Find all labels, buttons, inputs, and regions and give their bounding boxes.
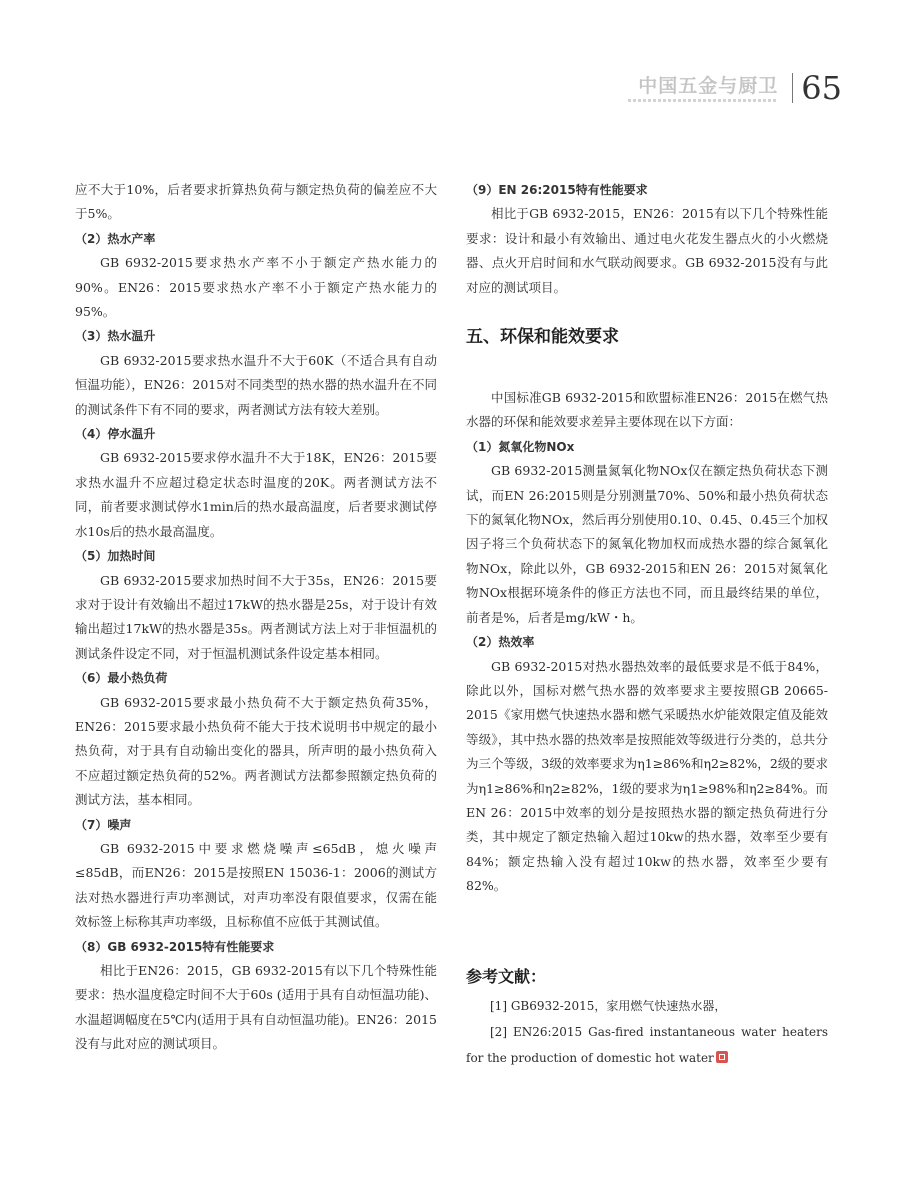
reference-item: [1] GB6932-2015，家用燃气快速热水器，	[490, 998, 727, 1013]
paragraph-stop-water-temp-rise: GB 6932-2015要求停水温升不大于18K，EN26：2015要求热水温升不应超过稳定状态时温度的20K。两者测试方法不同，前者要求测试停水1min后的热水最高温度，后者要求测试停水10s后的热水最高温度。	[75, 450, 437, 539]
paragraph-section-intro: 中国标准GB 6932-2015和欧盟标准EN26：2015在燃气热水器的环保和能效要求差异主要体现在以下方面：	[466, 390, 828, 430]
section-heading-environment-efficiency: 五、环保和能效要求	[466, 327, 619, 348]
subheading-nox: （1）氮氧化物NOx	[466, 439, 575, 454]
paragraph-gb-specific: 相比于EN26：2015，GB 6932-2015有以下几个特殊性能要求：热水温度稳定时间不大于60s (适用于具有自动恒温功能)、水温超调幅度在5℃内(适用于具有自动恒温功能)。EN26：2015没有与此对应的测试项目。	[75, 963, 437, 1052]
subheading-en-specific: （9）EN 26:2015特有性能要求	[466, 183, 648, 197]
logo-subline	[628, 99, 778, 102]
subheading-min-heat-load: （6）最小热负荷	[75, 671, 168, 686]
paragraph-en-specific: 相比于GB 6932-2015，EN26：2015有以下几个特殊性能要求：设计和最小有效输出、通过电火花发生器点火的小火燃烧器、点火开启时间和水气联动阀要求。GB 6932-2015没有与此对应的测试项目。	[466, 206, 828, 295]
article-end-icon	[716, 1051, 728, 1063]
references-heading: 参考文献：	[466, 966, 547, 986]
right-column	[466, 178, 828, 1071]
paragraph-hot-water-rate: GB 6932-2015要求热水产率不小于额定产热水能力的90%。EN26：2015要求热水产率不小于额定产热水能力的95%。	[75, 255, 437, 320]
header-divider	[792, 73, 793, 103]
subheading-heating-time: （5）加热时间	[75, 549, 156, 564]
paragraph-noise: GB 6932-2015中要求燃烧噪声≤65dB，熄火噪声≤85dB，而EN26：2015是按照EN 15036-1：2006的测试方法对热水器进行声功率测试，对声功率没有限值要求，仅需在能效标签上标称其声功率级，且标称值不应低于其测试值。	[75, 840, 437, 930]
paragraph-hot-water-temp-rise: GB 6932-2015要求热水温升不大于60K（不适合具有自动恒温功能），EN26：2015对不同类型的热水器的热水温升在不同的测试条件下有不同的要求，两者测试方法有较大差别。	[75, 352, 437, 417]
reference-text: [2] EN26:2015 Gas-fired instantaneous water heaters for the production of domestic hot water	[466, 1024, 828, 1065]
magazine-name: 中国五金与厨卫	[638, 74, 779, 97]
reference-item	[466, 1019, 828, 1071]
subheading-hot-water-rate: （2）热水产率	[75, 231, 156, 246]
paragraph-continued: 应不大于10%，后者要求折算热负荷与额定热负荷的偏差应不大于5%。	[75, 182, 437, 222]
subheading-stop-water-temp-rise: （4）停水温升	[75, 427, 156, 442]
page-number: 65	[801, 69, 842, 107]
subheading-noise: （7）噪声	[75, 817, 132, 832]
subheading-hot-water-temp-rise: （3）热水温升	[75, 329, 156, 344]
paragraph-heating-time: GB 6932-2015要求加热时间不大于35s，EN26：2015要求对于设计有效输出不超过17kW的热水器是25s，对于设计有效输出超过17kW的热水器是35s。两者测试方法上对于非恒温机的测试条件设定不同，对于恒温机测试条件设定基本相同。	[75, 572, 437, 661]
paragraph-nox: GB 6932-2015测量氮氧化物NOx仅在额定热负荷状态下测试，而EN 26:2015则是分别测量70%、50%和最小热负荷状态下的氮氧化物NOx，然后再分别使用0.10、0.45、0.45三个加权因子将三个负荷状态下的氮氧化物加权而成热水器的综合氮氧化物NOx，除此以外，GB 6932-2015和EN 26：2015对氮氧化物NOx根据环境条件的修正方法也不同，而且最终结果的单位，前者是%，后者是mg/kW・h。	[466, 463, 828, 625]
paragraph-thermal-efficiency: GB 6932-2015对热水器热效率的最低要求是不低于84%，除此以外，国标对燃气热水器的效率要求主要按照GB 20665-2015《家用燃气快速热水器和燃气采暖热水炉能效限定值及能效等级》，其中热水器的热效率是按照能效等级进行分类的，总共分为三个等级，3级的效率要求为η1≥86%和η2≥82%，2级的要求为η1≥86%和η2≥82%，1级的要求为η1≥98%和η2≥84%。而EN 26：2015中效率的划分是按照热水器的额定热负荷进行分类，其中规定了额定热输入超过10kw的热水器，效率至少要有84%；额定热输入没有超过10kw的热水器，效率至少要有82%。	[466, 658, 828, 894]
page-header	[628, 68, 842, 108]
subheading-gb-specific: （8）GB 6932-2015特有性能要求	[75, 939, 275, 954]
subheading-thermal-efficiency: （2）热效率	[466, 635, 535, 650]
left-column	[75, 178, 437, 1057]
paragraph-min-heat-load: GB 6932-2015要求最小热负荷不大于额定热负荷35%，EN26：2015要求最小热负荷不能大于技术说明书中规定的最小热负荷，对于具有自动输出变化的器具，所声明的最小热负荷入不应超过额定热负荷的52%。两者测试方法都参照额定热负荷的测试方法，基本相同。	[75, 694, 437, 808]
references-list	[466, 993, 828, 1071]
magazine-logo	[628, 75, 778, 102]
